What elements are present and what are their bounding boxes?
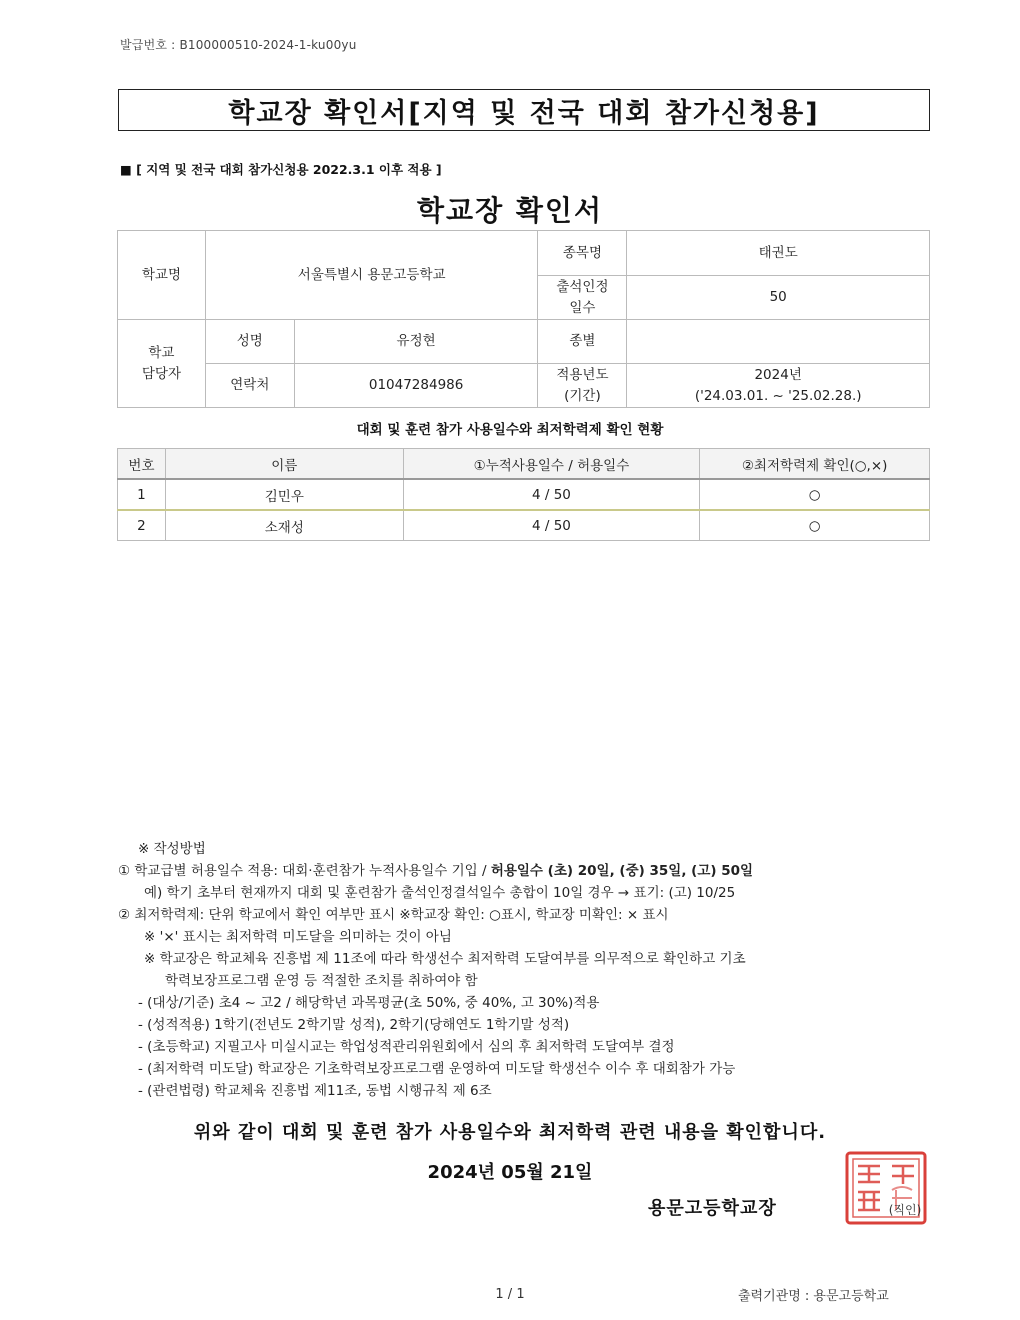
student-name: 소재성: [165, 510, 403, 541]
attendance-value: 50: [627, 276, 930, 320]
table-row: [118, 510, 930, 541]
instruction-line: - (성적적용) 1학기(전년도 2학기말 성적), 2학기(당해연도 1학기말 성적): [138, 1017, 570, 1033]
instruction-line: - (초등학교) 지필고사 미실시교는 학업성적관리위원회에서 심의 후 최저학력 도달여부 결정: [138, 1039, 675, 1055]
year-value-line2: ('24.03.01. ~ '25.02.28.): [694, 387, 862, 404]
page-number: 1 / 1: [495, 1287, 525, 1302]
minimum-academic-check: ○: [700, 479, 930, 510]
staff-label: [118, 320, 206, 408]
document-title: 학교장 확인서[지역 및 전국 대회 참가신청용]: [118, 89, 930, 131]
school-value: 서울특별시 용문고등학교: [205, 231, 538, 320]
year-label-line2: (기간): [564, 387, 601, 404]
attendance-label-line2: 일수: [569, 299, 596, 316]
main-title: 학교장 확인서: [416, 194, 604, 227]
minimum-academic-check: ○: [700, 510, 930, 541]
days-used: 4 / 50: [403, 479, 700, 510]
contact-label: 연락처: [205, 364, 294, 408]
info-table: [117, 230, 930, 408]
school-label: 학교명: [118, 231, 206, 320]
staff-label-line1: 학교: [148, 344, 175, 361]
column-header: 번호: [118, 449, 166, 480]
instruction-line: [118, 860, 908, 882]
allowed-days-emphasis: 허용일수 (초) 20일, (중) 35일, (고) 50일: [490, 863, 754, 879]
table-row: [118, 479, 930, 510]
svg-text:(직인): (직인): [888, 1203, 922, 1217]
type-label: 종별: [538, 320, 627, 364]
instruction-line: - (최저학력 미도달) 학교장은 기초학력보장프로그램 운영하여 미도달 학생선수 이수 후 대회참가 가능: [138, 1061, 736, 1077]
issue-number: 발급번호 : B100000510-2024-1-ku00yu: [120, 38, 357, 52]
confirmation-statement: 위와 같이 대회 및 훈련 참가 사용일수와 최저학력 관련 내용을 확인합니다.: [193, 1122, 827, 1143]
column-header: ①누적사용일수 / 허용일수: [403, 449, 700, 480]
year-label: [538, 364, 627, 408]
instruction-line: ② 최저학력제: 단위 학교에서 확인 여부만 표시 ※학교장 확인: ○표시, 학교장 미확인: × 표시: [118, 907, 669, 923]
contact-value: 01047284986: [294, 364, 538, 408]
instructions-heading: ※ 작성방법: [138, 841, 206, 857]
official-seal-icon: [844, 1150, 928, 1226]
type-value: [627, 320, 930, 364]
section-title: 대회 및 훈련 참가 사용일수와 최저학력제 확인 현황: [356, 422, 664, 438]
applicability-note: ■ [ 지역 및 전국 대회 참가신청용 2022.3.1 이후 적용 ]: [120, 162, 442, 177]
attendance-label-line1: 출석인정: [556, 278, 609, 295]
event-value: 태권도: [627, 231, 930, 276]
days-used: 4 / 50: [403, 510, 700, 541]
issue-date: 2024년 05월 21일: [427, 1162, 593, 1183]
student-name: 김민우: [165, 479, 403, 510]
instruction-line: 예) 학기 초부터 현재까지 대회 및 훈련참가 출석인정결석일수 총합이 10일 경우 → 표기: (고) 10/25: [144, 885, 736, 901]
instruction-line: ※ 학교장은 학교체육 진흥법 제 11조에 따라 학생선수 최저학력 도달여부를 의무적으로 확인하고 기초: [144, 951, 746, 967]
principal-title: 용문고등학교장: [648, 1198, 777, 1219]
year-value: [627, 364, 930, 408]
staff-label-line2: 담당자: [141, 365, 181, 382]
name-value: 유정현: [294, 320, 538, 364]
instruction-line: - (관련법령) 학교체육 진흥법 제11조, 동법 시행규칙 제 6조: [138, 1083, 492, 1099]
instruction-line: 학력보장프로그램 운영 등 적절한 조치를 취하여야 함: [165, 973, 478, 989]
instruction-text: ① 학교급별 허용일수 적용: 대회·훈련참가 누적사용일수 기입 /: [118, 863, 491, 879]
event-label: 종목명: [538, 231, 627, 276]
row-number: 1: [118, 479, 166, 510]
instruction-line: - (대상/기준) 초4 ~ 고2 / 해당학년 과목평균(초 50%, 중 40%, 고 30%)적용: [138, 995, 600, 1011]
attendance-label: [538, 276, 627, 320]
status-table: [117, 448, 930, 541]
year-label-line1: 적용년도: [556, 366, 609, 383]
name-label: 성명: [205, 320, 294, 364]
instruction-line: ※ '×' 표시는 최저학력 미도달을 의미하는 것이 아님: [144, 929, 452, 945]
column-header: ②최저학력제 확인(○,×): [700, 449, 930, 480]
year-value-line1: 2024년: [754, 366, 802, 383]
instructions: [118, 838, 908, 1102]
output-organization: 출력기관명 : 용문고등학교: [738, 1289, 889, 1304]
column-header: 이름: [165, 449, 403, 480]
row-number: 2: [118, 510, 166, 541]
